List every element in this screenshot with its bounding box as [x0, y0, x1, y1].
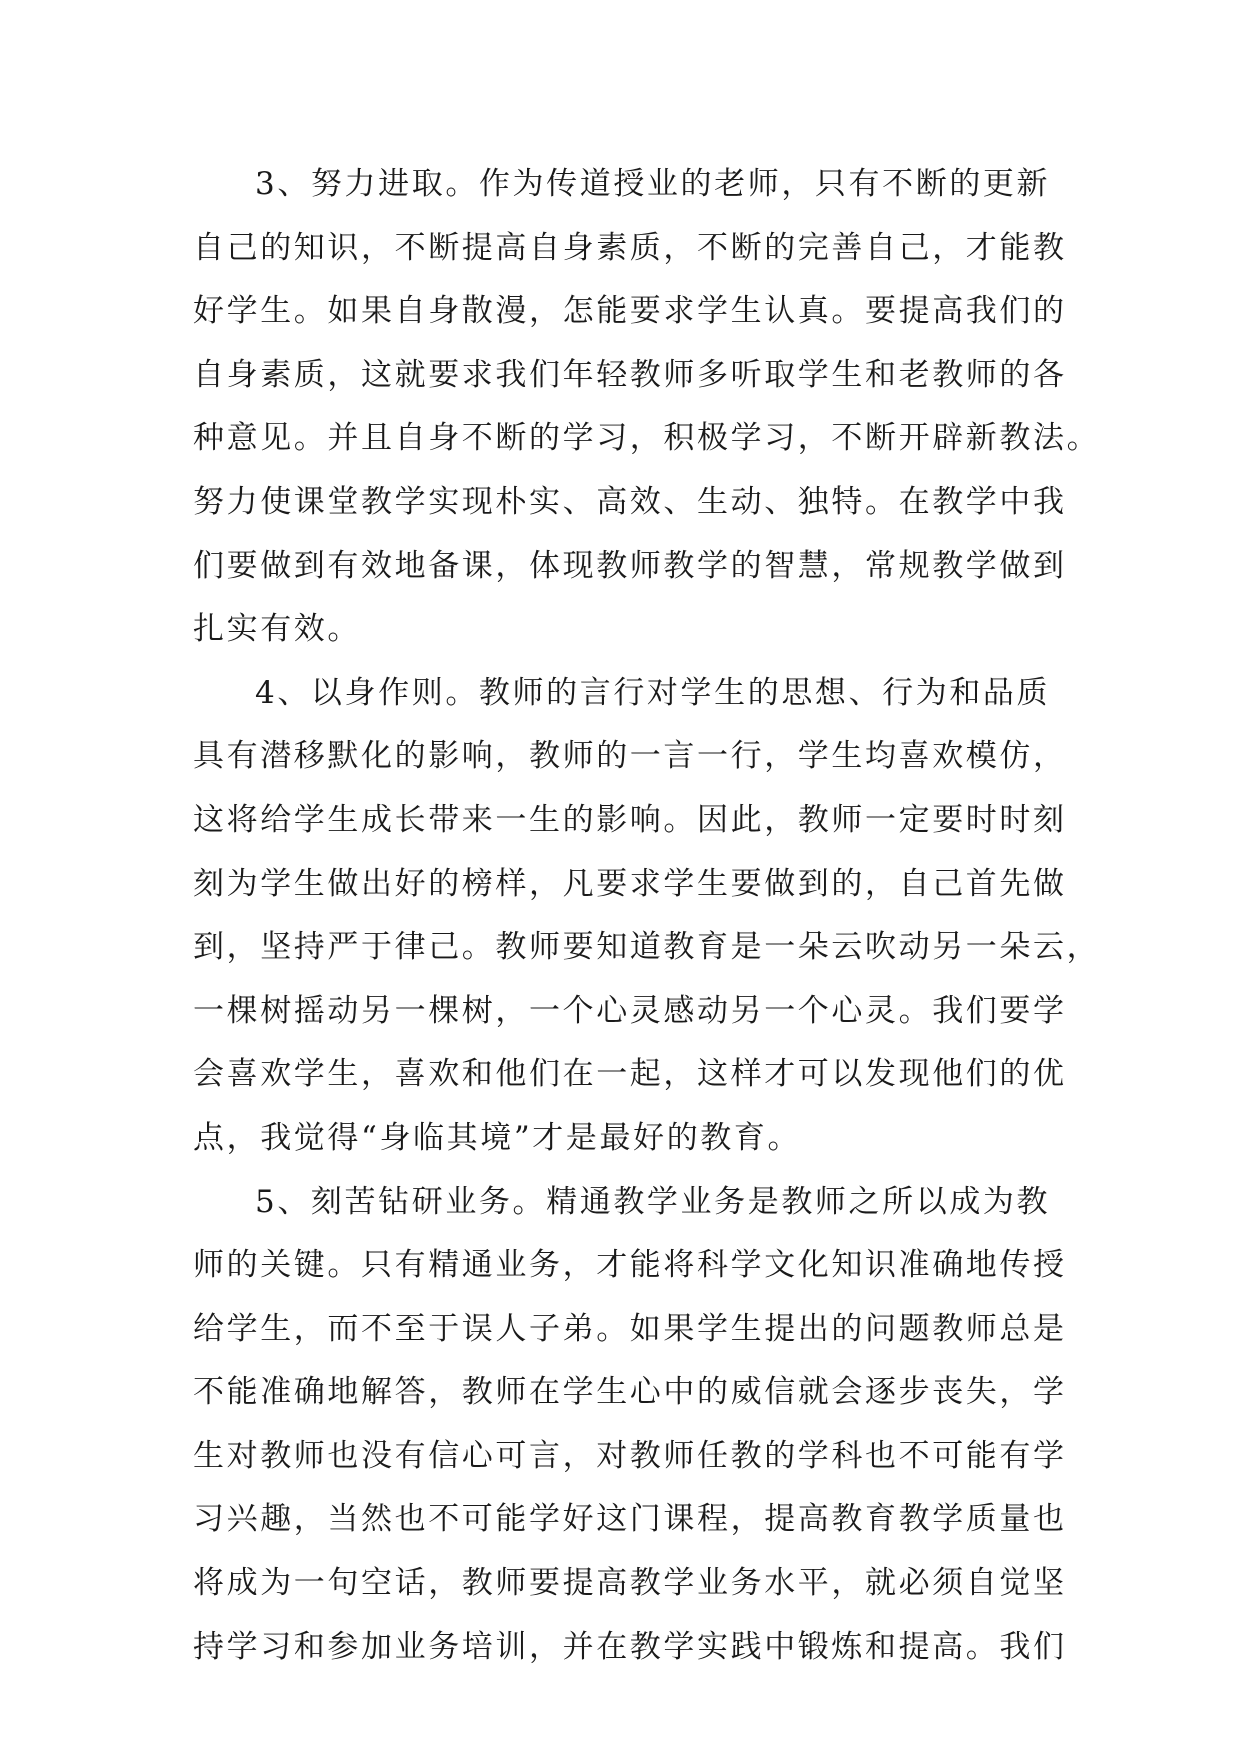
paragraph-4-lead-by-example	[193, 662, 1101, 1171]
text-line: 点，我觉得“身临其境”才是最好的教育。	[193, 1119, 802, 1156]
paragraph-5-study-hard	[193, 1171, 1067, 1680]
text-line: 持学习和参加业务培训，并在教学实践中锻炼和提高。我们	[193, 1628, 1067, 1665]
text-line: 4、以身作则。教师的言行对学生的思想、行为和品质	[255, 674, 1051, 711]
text-line: 3、努力进取。作为传道授业的老师，只有不断的更新	[255, 166, 1051, 202]
text-line: 们要做到有效地备课，体现教师教学的智慧，常规教学做到	[193, 547, 1067, 584]
text-line: 种意见。并且自身不断的学习，积极学习，不断开辟新教法。	[193, 420, 1101, 457]
text-line: 会喜欢学生，喜欢和他们在一起，这样才可以发现他们的优	[193, 1056, 1067, 1093]
text-line: 扎实有效。	[193, 611, 361, 648]
text-line: 刻为学生做出好的榜样，凡要求学生要做到的，自己首先做	[193, 865, 1067, 902]
body-text	[193, 153, 1101, 1679]
text-line: 一棵树摇动另一棵树，一个心灵感动另一个心灵。我们要学	[193, 992, 1067, 1029]
text-line: 这将给学生成长带来一生的影响。因此，教师一定要时时刻	[193, 801, 1067, 838]
paragraph-3-effort	[193, 153, 1101, 662]
text-line: 具有潜移默化的影响，教师的一言一行，学生均喜欢模仿，	[193, 738, 1067, 775]
text-line: 自身素质，这就要求我们年轻教师多听取学生和老教师的各	[193, 356, 1067, 393]
text-line: 习兴趣，当然也不可能学好这门课程，提高教育教学质量也	[193, 1501, 1067, 1538]
text-line: 5、刻苦钻研业务。精通教学业务是教师之所以成为教	[255, 1183, 1051, 1220]
text-line: 将成为一句空话，教师要提高教学业务水平，就必须自觉坚	[193, 1565, 1067, 1602]
text-line: 自己的知识，不断提高自身素质，不断的完善自己，才能教	[193, 229, 1067, 266]
text-line: 给学生，而不至于误人子弟。如果学生提出的问题教师总是	[193, 1310, 1067, 1347]
text-line: 好学生。如果自身散漫，怎能要求学生认真。要提高我们的	[193, 293, 1067, 330]
text-line: 到，坚持严于律己。教师要知道教育是一朵云吹动另一朵云，	[193, 929, 1101, 966]
text-line: 不能准确地解答，教师在学生心中的威信就会逐步丧失，学	[193, 1374, 1067, 1411]
text-line: 师的关键。只有精通业务，才能将科学文化知识准确地传授	[193, 1247, 1067, 1284]
text-line: 努力使课堂教学实现朴实、高效、生动、独特。在教学中我	[193, 483, 1067, 520]
text-line: 生对教师也没有信心可言，对教师任教的学科也不可能有学	[193, 1437, 1067, 1474]
